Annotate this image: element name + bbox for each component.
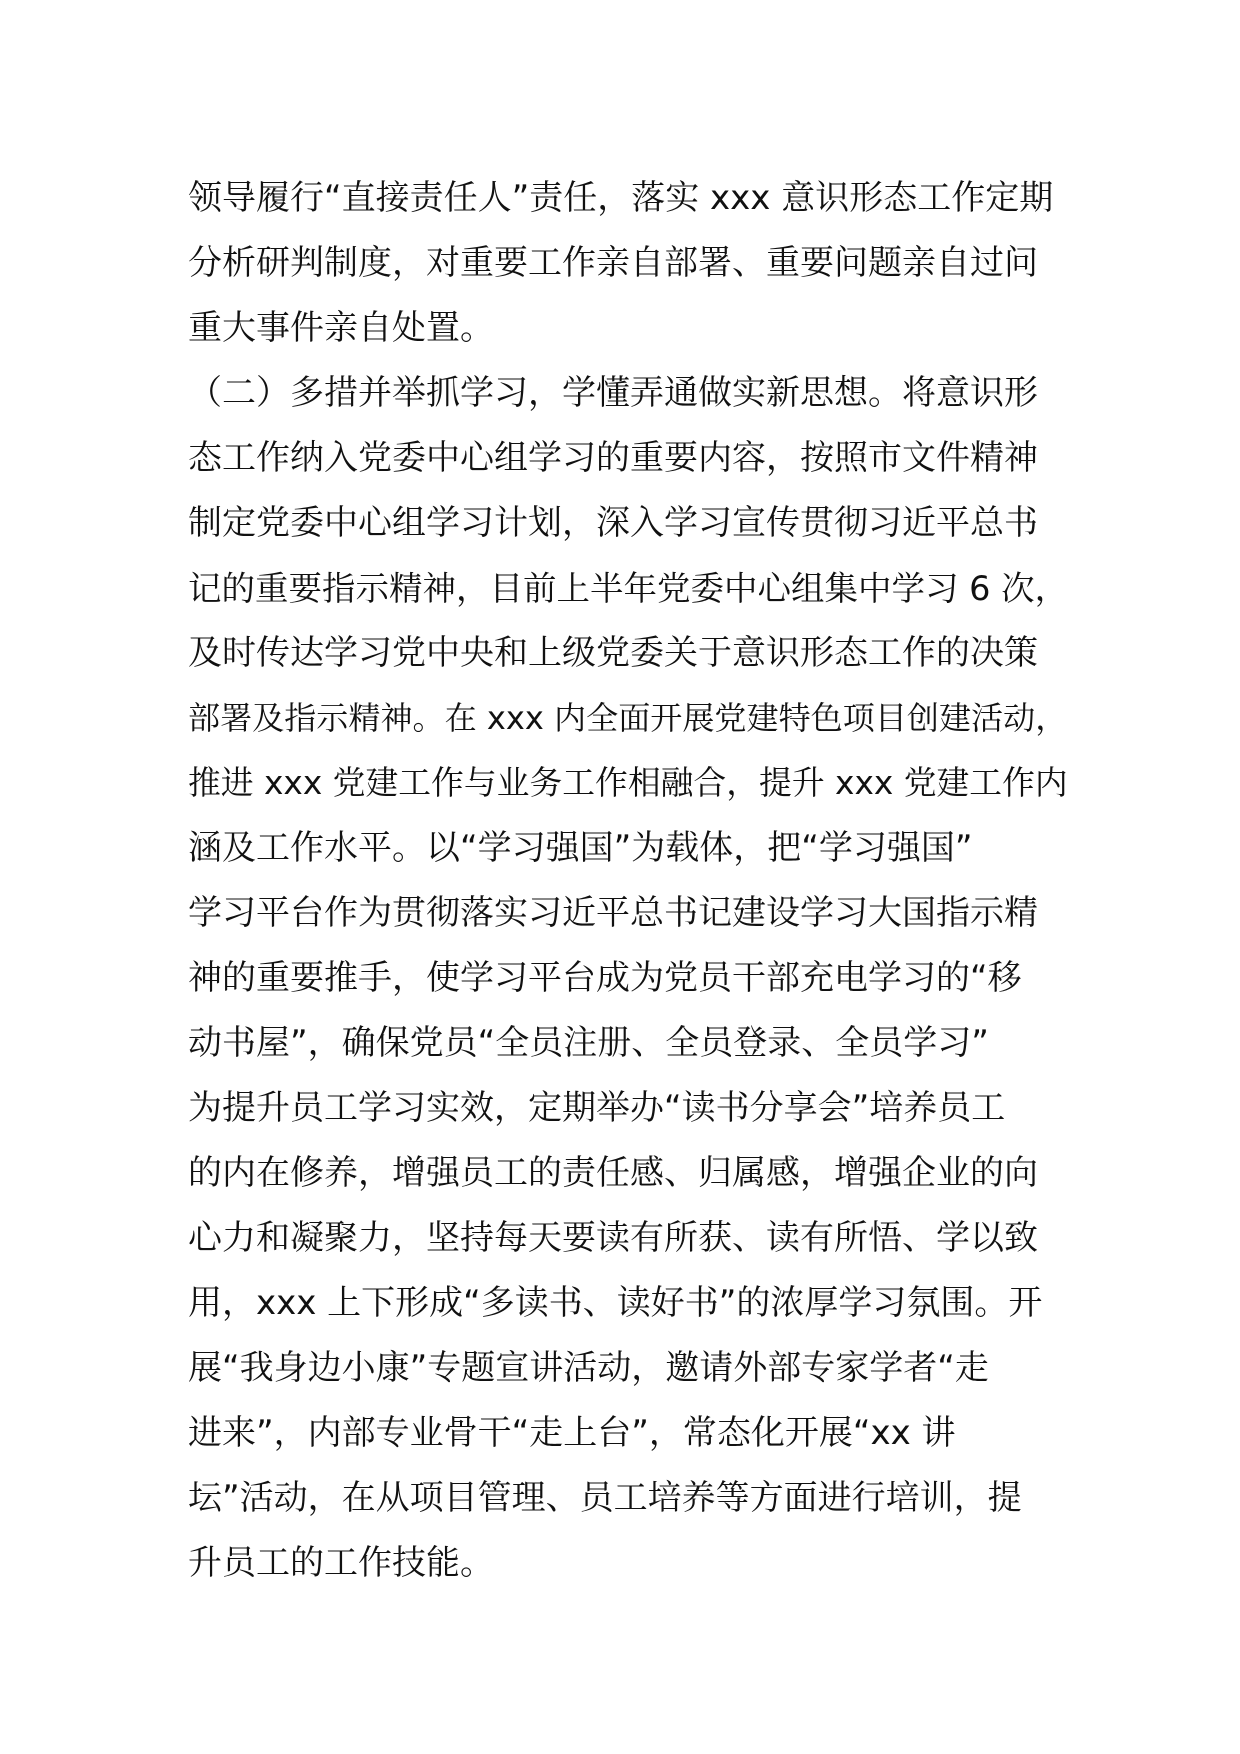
text-line: 进来”，内部专业骨干“走上台”，常态化开展“xx 讲 (188, 1413, 956, 1453)
text-line: 升员工的工作技能。 (188, 1543, 494, 1583)
text-line: 为提升员工学习实效，定期举办“读书分享会”培养员工 (188, 1088, 1006, 1128)
text-line: 及时传达学习党中央和上级党委关于意识形态工作的决策 (188, 633, 1038, 673)
text-line: 神的重要推手，使学习平台成为党员干部充电学习的“移 (188, 958, 1022, 998)
text-line: 推进 xxx 党建工作与业务工作相融合，提升 xxx 党建工作内 (188, 764, 1068, 802)
text-line: 心力和凝聚力，坚持每天要读有所获、读有所悟、学以致 (188, 1218, 1038, 1258)
text-line: 部署及指示精神。在 xxx 内全面开展党建特色项目创建活动， (188, 699, 1068, 737)
text-line: 动书屋”，确保党员“全员注册、全员登录、全员学习” (188, 1023, 989, 1063)
text-line: 的内在修养，增强员工的责任感、归属感，增强企业的向 (188, 1153, 1038, 1193)
text-line: 制定党委中心组学习计划，深入学习宣传贯彻习近平总书 (188, 503, 1038, 543)
text-line: 领导履行“直接责任人”责任，落实 xxx 意识形态工作定期 (188, 178, 1054, 218)
text-line: 用，xxx 上下形成“多读书、读好书”的浓厚学习氛围。开 (188, 1283, 1043, 1323)
section-heading-line: （二）多措并举抓学习，学懂弄通做实新思想。将意识形 (188, 373, 1038, 413)
text-line: 记的重要指示精神，目前上半年党委中心组集中学习 6 次， (188, 569, 1069, 608)
text-line: 学习平台作为贯彻落实习近平总书记建设学习大国指示精 (188, 893, 1038, 933)
text-line: 涵及工作水平。以“学习强国”为载体，把“学习强国” (188, 828, 973, 868)
text-line: 展“我身边小康”专题宣讲活动，邀请外部专家学者“走 (188, 1348, 989, 1388)
text-line: 态工作纳入党委中心组学习的重要内容，按照市文件精神 (188, 438, 1038, 478)
text-line: 坛”活动，在从项目管理、员工培养等方面进行培训，提 (188, 1478, 1022, 1518)
text-line: 重大事件亲自处置。 (188, 308, 494, 348)
text-line: 分析研判制度，对重要工作亲自部署、重要问题亲自过问 (188, 243, 1038, 283)
body-text (188, 166, 1068, 1596)
